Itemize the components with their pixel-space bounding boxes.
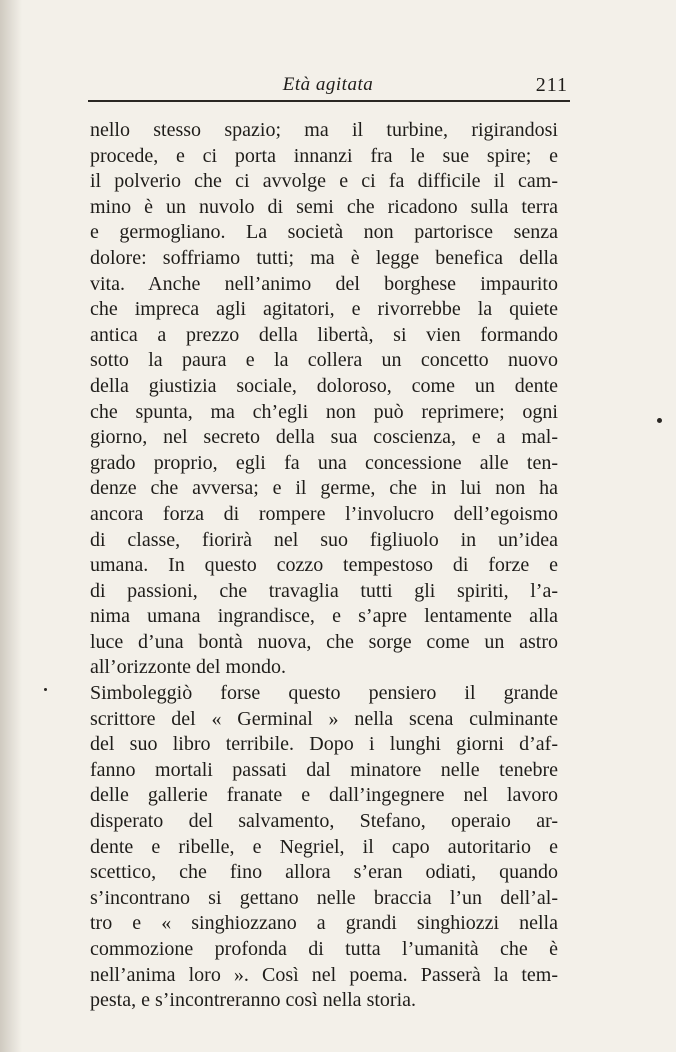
running-title: Età agitata	[282, 74, 374, 95]
text-line: dente e ribelle, e Negriel, il capo autoritario e	[90, 835, 558, 858]
text-line: all’orizzonte del mondo.	[90, 656, 287, 679]
text-line: nima umana ingrandisce, e s’apre lentamente alla	[90, 605, 558, 628]
text-line: e germogliano. La società non partorisce senza	[90, 221, 558, 244]
text-line: denze che avversa; e il germe, che in lui non ha	[90, 477, 558, 500]
text-line: nello stesso spazio; ma il turbine, rigirandosi	[90, 119, 558, 141]
text-line: giorno, nel secreto della sua coscienza, e a mal-	[90, 426, 558, 449]
ink-speck	[657, 418, 662, 423]
text-line: delle gallerie franate e dall’ingegnere nel lavoro	[90, 784, 558, 807]
text-line: ancora forza di rompere l’involucro dell’egoismo	[90, 502, 558, 525]
text-line: antica a prezzo della libertà, si vien formando	[90, 323, 558, 346]
body-text	[90, 118, 558, 1014]
text-line: fanno mortali passati dal minatore nelle tenebre	[90, 758, 558, 781]
text-line: vita. Anche nell’animo del borghese impaurito	[90, 272, 558, 295]
text-line: tro e « singhiozzano a grandi singhiozzi nella	[90, 912, 558, 935]
header-rule	[88, 100, 570, 102]
ink-speck	[44, 688, 47, 691]
page-number: 211	[535, 74, 568, 96]
text-line: procede, e ci porta innanzi fra le sue spire; e	[90, 144, 558, 167]
text-line: che spunta, ma ch’egli non può reprimere; ogni	[90, 400, 558, 423]
text-line: luce d’una bontà nuova, che sorge come un astro	[90, 630, 558, 653]
text-line: commozione profonda di tutta l’umanità che è	[90, 938, 558, 960]
text-line: disperato del salvamento, Stefano, operaio ar-	[90, 810, 558, 833]
text-line: scettico, che fino allora s’eran odiati, quando	[90, 861, 558, 884]
text-line: il polverio che ci avvolge e ci fa difficile il cam-	[90, 170, 558, 193]
text-line: del suo libro terribile. Dopo i lunghi giorni d’af-	[90, 733, 558, 756]
running-header	[88, 74, 568, 98]
text-line: dolore: soffriamo tutti; ma è legge benefica della	[90, 246, 558, 269]
text-line: umana. In questo cozzo tempestoso di forze e	[90, 554, 558, 577]
text-line: sotto la paura e la collera un concetto nuovo	[90, 349, 558, 372]
text-line: della giustizia sociale, doloroso, come un dente	[90, 374, 558, 397]
text-line: scrittore del « Germinal » nella scena culminante	[90, 707, 558, 730]
text-line: che impreca agli agitatori, e rivorrebbe la quiete	[90, 298, 558, 321]
text-line: Simboleggiò forse questo pensiero il grande	[90, 682, 558, 705]
text-line: pesta, e s’incontreranno così nella storia.	[90, 989, 416, 1012]
text-line: grado proprio, egli fa una concessione alle ten-	[90, 451, 558, 474]
text-line: di classe, fiorirà nel suo figliuolo in un’idea	[90, 528, 558, 551]
text-line: mino è un nuvolo di semi che ricadono sulla terra	[90, 195, 558, 218]
text-line: di passioni, che travaglia tutti gli spiriti, l’a-	[90, 579, 558, 602]
binding-shadow	[0, 0, 22, 1052]
text-line: s’incontrano si gettano nelle braccia l’un dell’al-	[90, 886, 558, 909]
text-line: nell’anima loro ». Così nel poema. Passerà la tem-	[90, 963, 558, 986]
